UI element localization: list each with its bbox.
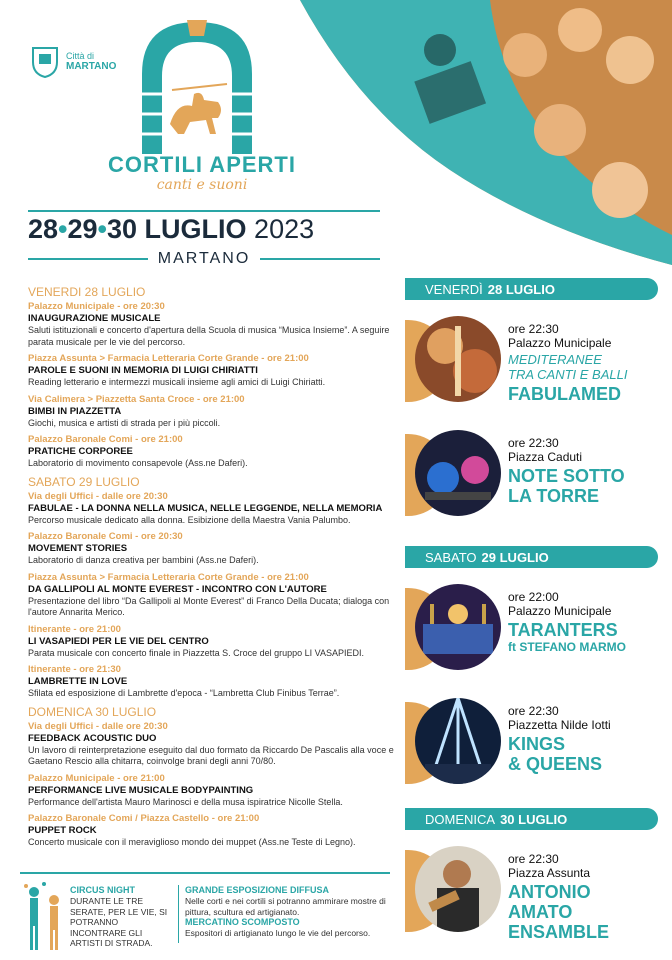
act-place: Palazzo Municipale [508,604,612,618]
event-name: FEEDBACK ACOUSTIC DUO [28,732,157,744]
event-name: PAROLE E SUONI IN MEMORIA DI LUIGI CHIRIATTI [28,365,258,376]
place-line [28,250,380,268]
act-info [508,852,668,942]
event-name: MOVEMENT STORIES [28,543,128,554]
program-event [28,813,403,849]
event-description: Presentazione del libro “Da Gallipoli al Monte Everest” di Franco Della Ducata; dialoga con l'autore Annarita Merico. [28,595,390,617]
event-description: Laboratorio di movimento consapevole (Ass.ne Daferi). [28,458,248,468]
event-description: Performance dell'artista Mauro Marinosci e della musa ispiratrice Nicolle Stella. [28,796,343,807]
headliner-card [405,846,672,956]
act-photo [415,316,501,402]
act-time: ore 22:30 [508,322,559,336]
divider [28,210,380,212]
expo-info [185,885,395,939]
event-location: Via degli Uffici - dalle ore 20:30 [28,490,168,502]
event-name: LAMBRETTE IN LOVE [28,676,128,687]
act-subtitle: TRA CANTI E BALLI [508,367,628,382]
event-name: PUPPET ROCK [28,825,97,836]
act-info [508,704,668,774]
headliner-card [405,316,672,406]
date-dot: • [97,214,107,244]
date-dot: • [58,214,68,244]
city-name: MARTANO [66,60,117,72]
event-description: Reading letterario e intermezzi musicali insieme agli amici di Luigi Chiriatti. [28,377,326,387]
act-place: Piazza Caduti [508,450,583,464]
bar-day: DOMENICA [425,811,496,827]
act-time: ore 22:30 [508,852,559,866]
headliner-card [405,584,672,674]
circus-title: CIRCUS NIGHT [70,885,135,895]
act-place: Piazza Assunta [508,866,591,880]
event-description: Percorso musicale dedicato alla donna. Esibizione della Maestra Vania Palumbo. [28,514,351,525]
expo-title: GRANDE ESPOSIZIONE DIFFUSA [185,885,330,895]
event-location: Palazzo Municipale - ore 21:00 [28,772,165,784]
headliner-card [405,430,672,520]
market-title: MERCATINO SCOMPOSTO [185,917,300,927]
event-name: DA GALLIPOLI AL MONTE EVEREST - INCONTRO CON L'AUTORE [28,583,327,595]
act-photo [415,698,501,784]
footer-separator [178,885,179,943]
act-time: ore 22:00 [508,590,559,604]
program-list [28,283,403,854]
date-30: 30 LUGLIO [107,214,247,244]
act-name: FABULAMED [508,384,621,404]
program-event [28,773,403,809]
event-description: Parata musicale con concerto finale in Piazzetta S. Croce del gruppo LI VASAPIEDI. [28,647,365,658]
event-location: Via Calimera > Piazzetta Santa Croce - ore 21:00 [28,393,245,405]
market-text: Espositori di artigianato lungo le vie del percorso. [185,928,371,938]
act-name: TARANTERS [508,620,618,640]
event-description: Un lavoro di reinterpretazione eseguito dal duo formato da Riccardo De Pascalis alla voce e Gaetano Rescio alla chitarra, coinvolge brani degli anni 70/80. [28,744,394,766]
act-name: ENSAMBLE [508,922,610,942]
program-event [28,353,403,389]
sunday-bar [405,808,658,830]
line-right [260,258,380,260]
event-location: Via degli Uffici - dalle ore 20:30 [28,720,168,732]
event-location: Palazzo Baronale Comi - ore 20:30 [28,531,183,542]
event-name: INAUGURAZIONE MUSICALE [28,313,161,324]
event-place: MARTANO [157,250,251,267]
bar-date: 28 LUGLIO [487,281,555,297]
footer-divider [20,872,390,874]
act-photo [415,846,501,932]
event-title: CORTILI APERTI [108,152,296,177]
event-location: Piazza Assunta > Farmacia Letteraria Corte Grande - ore 21:00 [28,571,309,583]
event-location: Itinerante - ore 21:30 [28,664,121,675]
day-heading: VENERDI 28 LUGLIO [28,285,146,299]
bar-day: VENERDÌ [425,281,483,297]
act-place: Palazzo Municipale [508,336,612,350]
event-location: Palazzo Municipale - ore 20:30 [28,301,165,312]
act-featuring: ft STEFANO MARMO [508,640,626,654]
crest-icon [30,44,60,78]
event-subtitle: canti e suoni [156,177,248,193]
program-event [28,624,403,660]
date-28: 28 [28,214,59,244]
act-info [508,436,668,506]
bar-date: 29 LUGLIO [481,549,549,565]
event-dates [28,214,388,245]
date-29: 29 [67,214,98,244]
juggler-icon [20,882,68,952]
event-description: Saluti istituzionali e concerto d'apertura della Scuola di musica “Musica Insieme”. A seguire parata musicale per le vie del percorso. [28,325,390,347]
event-description: Concerto musicale con il meraviglioso mondo dei muppet (Ass.ne Teste di Legno). [28,837,356,847]
event-description: Giochi, musica e artisti di strada per i più piccoli. [28,417,221,428]
act-info [508,590,668,654]
act-subtitle: MEDITERANEE [508,352,602,367]
circus-text: DURANTE LE TRE SERATE, PER LE VIE, SI POTRANNO INCONTRARE GLI ARTISTI DI STRADA. [70,896,168,948]
bar-date: 30 LUGLIO [500,811,568,827]
act-time: ore 22:30 [508,436,559,450]
act-place: Piazzetta Nilde Iotti [508,718,611,732]
program-event [28,491,403,527]
act-time: ore 22:30 [508,704,559,718]
act-name: & QUEENS [508,754,603,774]
event-name: PRATICHE CORPOREE [28,446,133,457]
act-name: LA TORRE [508,486,600,506]
event-name: BIMBI IN PIAZZETTA [28,405,122,417]
city-small-label: Città di [66,50,95,61]
act-photo [415,430,501,516]
program-event [28,434,403,470]
friday-bar [405,278,658,300]
city-logo [30,44,116,78]
event-description: Laboratorio di danza creativa per bambini (Ass.ne Daferi). [28,555,259,565]
act-photo [415,584,501,670]
program-event [28,394,403,430]
expo-text: Nelle corti e nei cortili si potranno ammirare mostre di pittura, scultura ed artigianato. [185,896,386,917]
act-name: KINGS [508,734,566,754]
event-name: FABULAE - LA DONNA NELLA MUSICA, NELLE LEGGENDE, NELLA MEMORIA [28,502,383,514]
act-info [508,322,668,404]
event-description: Sfilata ed esposizione di Lambrette d'epoca - “Lambretta Club Finibus Terrae”. [28,688,340,698]
act-name: NOTE SOTTO [508,466,625,486]
program-event [28,301,403,348]
event-location: Palazzo Baronale Comi / Piazza Castello - ore 21:00 [28,813,260,824]
event-name: LI VASAPIEDI PER LE VIE DEL CENTRO [28,635,209,647]
event-location: Piazza Assunta > Farmacia Letteraria Corte Grande - ore 21:00 [28,353,309,364]
event-location: Palazzo Baronale Comi - ore 21:00 [28,434,183,445]
day-heading: DOMENICA 30 LUGLIO [28,704,157,719]
event-location: Itinerante - ore 21:00 [28,623,121,635]
arch-logo-icon [132,14,262,154]
program-event [28,664,403,700]
line-left [28,258,148,260]
event-year: 2023 [254,214,315,244]
program-event [28,572,403,619]
circus-night-info [70,885,170,949]
saturday-bar [405,546,658,568]
day-heading: SABATO 29 LUGLIO [28,474,140,489]
event-name: PERFORMANCE LIVE MUSICALE BODYPAINTING [28,784,254,796]
headliner-card [405,698,672,788]
act-name: ANTONIO [508,882,591,902]
program-event [28,721,403,768]
bar-day: SABATO [425,549,477,565]
act-name: AMATO [508,902,573,922]
program-event [28,531,403,567]
